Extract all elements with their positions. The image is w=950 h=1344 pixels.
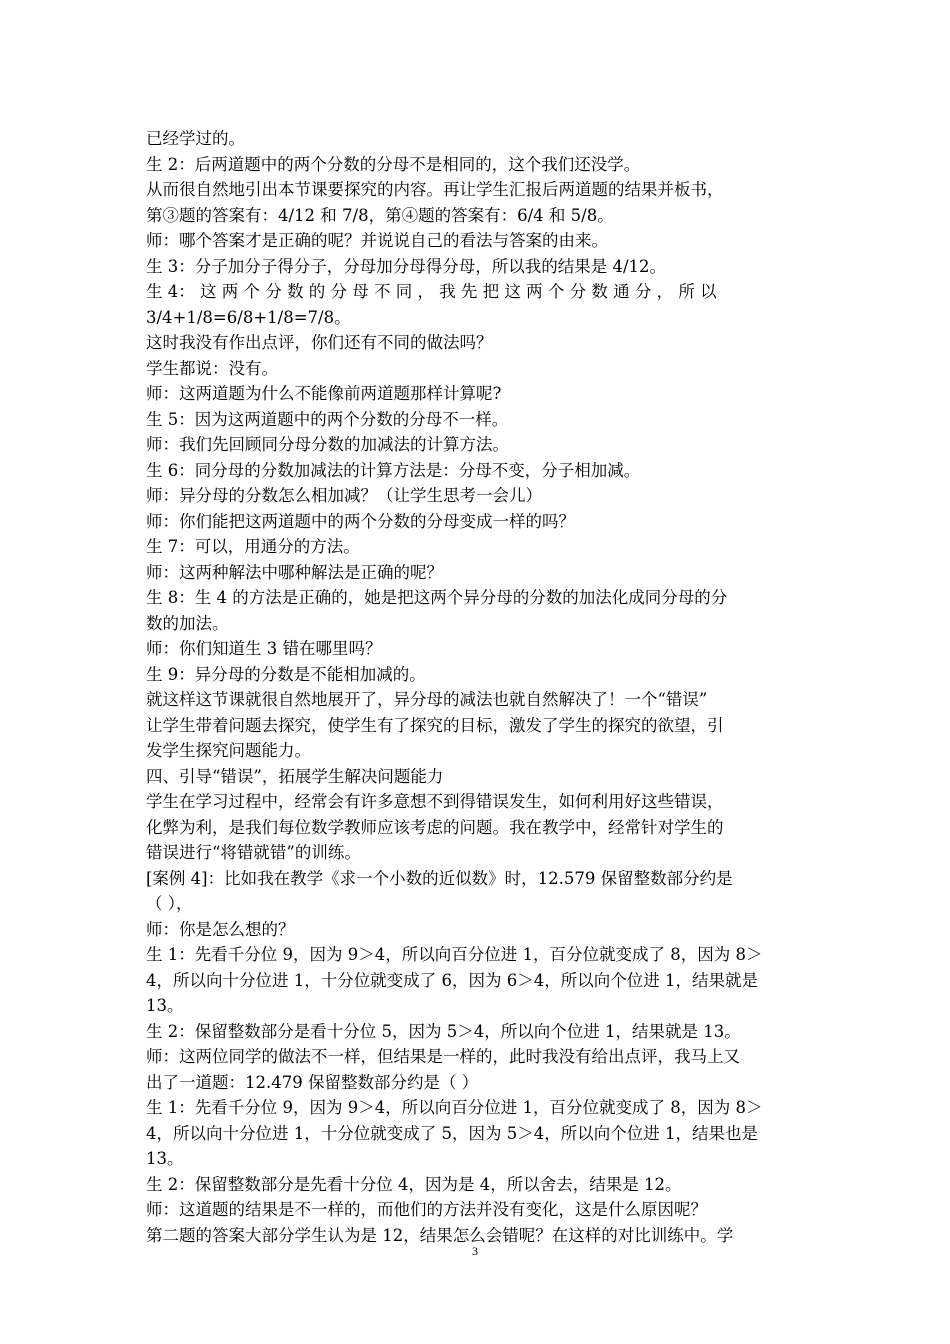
text-line: 师：这道题的结果是不一样的，而他们的方法并没有变化，这是什么原因呢？ <box>146 1200 707 1219</box>
text-line: 这时我没有作出点评，你们还有不同的做法吗？ <box>146 333 493 352</box>
text-line: 错误进行“将错就错”的训练。 <box>146 843 361 862</box>
text-line: 就这样这节课就很自然地展开了，异分母的减法也就自然解决了！一个“错误” <box>146 690 708 709</box>
text-line: 师：你们知道生 3 错在哪里吗？ <box>146 639 382 658</box>
text-line: 师：这两道题为什么不能像前两道题那样计算呢? <box>146 384 502 403</box>
text-line: 师：异分母的分数怎么相加减？（让学生思考一会儿） <box>146 486 542 505</box>
text-line: 生 2：保留整数部分是先看十分位 4，因为是 4，所以舍去，结果是 12。 <box>146 1174 682 1194</box>
page-number: 3 <box>472 1244 478 1258</box>
text-line: 4，所以向十分位进 1，十分位就变成了 6，因为 6＞4，所以向个位进 1，结果就是 <box>146 970 758 990</box>
text-line: 13。 <box>146 1149 184 1168</box>
text-line: 第③题的答案有：4/12 和 7/8，第④题的答案有：6/4 和 5/8。 <box>146 205 614 225</box>
text-line: 化弊为利，是我们每位数学教师应该考虑的问题。我在教学中，经常针对学生的 <box>146 817 724 837</box>
text-line: 师：你是怎么想的？ <box>146 919 295 939</box>
text-line: 生 2：后两道题中的两个分数的分母不是相同的，这个我们还没学。 <box>146 154 641 174</box>
text-line: 生 9：异分母的分数是不能相加减的。 <box>146 664 426 684</box>
text-line: 第二题的答案大部分学生认为是 12，结果怎么会错呢？在这样的对比训练中。学 <box>146 1225 734 1245</box>
text-line: 生 7：可以，用通分的方法。 <box>146 537 360 556</box>
text-line: 生 8：生 4 的方法是正确的，她是把这两个异分母的分数的加法化成同分母的分 <box>146 588 728 607</box>
text-line: 生 2：保留整数部分是看十分位 5，因为 5＞4，所以向个位进 1，结果就是 13。 <box>146 1021 741 1041</box>
text-line: 生 3：分子加分子得分子，分母加分母得分母，所以我的结果是 4/12。 <box>146 256 667 276</box>
text-line: [案例 4]：比如我在教学《求一个小数的近似数》时，12.579 保留整数部分约是 <box>146 868 733 888</box>
text-line: （ ）， <box>146 894 193 913</box>
text-line: 生 6：同分母的分数加减法的计算方法是：分母不变，分子相加减。 <box>146 460 641 480</box>
text-line: 出了一道题：12.479 保留整数部分约是（ ） <box>146 1072 479 1092</box>
text-line: 生 4： 这 两 个 分 数 的 分 母 不 同 ， 我 先 把 这 两 个 分 数 通 分 ， 所 以 <box>146 282 717 301</box>
text-line: 师：这两种解法中哪种解法是正确的呢？ <box>146 562 443 582</box>
body-text <box>146 126 808 1248</box>
text-line: 生 1：先看千分位 9，因为 9＞4，所以向百分位进 1，百分位就变成了 8，因为 8＞ <box>146 945 763 964</box>
text-line: 师：我们先回顾同分母分数的加减法的计算方法。 <box>146 435 509 454</box>
text-line: 数的加法。 <box>146 613 229 633</box>
text-line: 师：这两位同学的做法不一样，但结果是一样的，此时我没有给出点评，我马上又 <box>146 1047 740 1066</box>
text-line: 已经学过的。 <box>146 129 245 148</box>
text-line: 师：哪个答案才是正确的呢？并说说自己的看法与答案的由来。 <box>146 231 608 250</box>
text-line: 从而很自然地引出本节课要探究的内容。再让学生汇报后两道题的结果并板书， <box>146 180 724 199</box>
text-line: 生 5：因为这两道题中的两个分数的分母不一样。 <box>146 409 509 429</box>
text-line: 学生都说：没有。 <box>146 358 278 378</box>
text-line: 4，所以向十分位进 1，十分位就变成了 5，因为 5＞4，所以向个位进 1，结果也是 <box>146 1123 758 1143</box>
section-heading: 四、引导“错误”，拓展学生解决问题能力 <box>146 766 444 786</box>
text-line: 学生在学习过程中，经常会有许多意想不到得错误发生，如何利用好这些错误， <box>146 792 724 811</box>
text-line: 13。 <box>146 996 184 1015</box>
text-line: 生 1：先看千分位 9，因为 9＞4，所以向百分位进 1，百分位就变成了 8，因为 8＞ <box>146 1098 763 1117</box>
text-line: 3/4+1/8=6/8+1/8=7/8。 <box>146 307 351 327</box>
text-line: 让学生带着问题去探究，使学生有了探究的目标，激发了学生的探究的欲望，引 <box>146 715 724 735</box>
text-line: 发学生探究问题能力。 <box>146 741 311 760</box>
text-line: 师：你们能把这两道题中的两个分数的分母变成一样的吗？ <box>146 511 575 531</box>
